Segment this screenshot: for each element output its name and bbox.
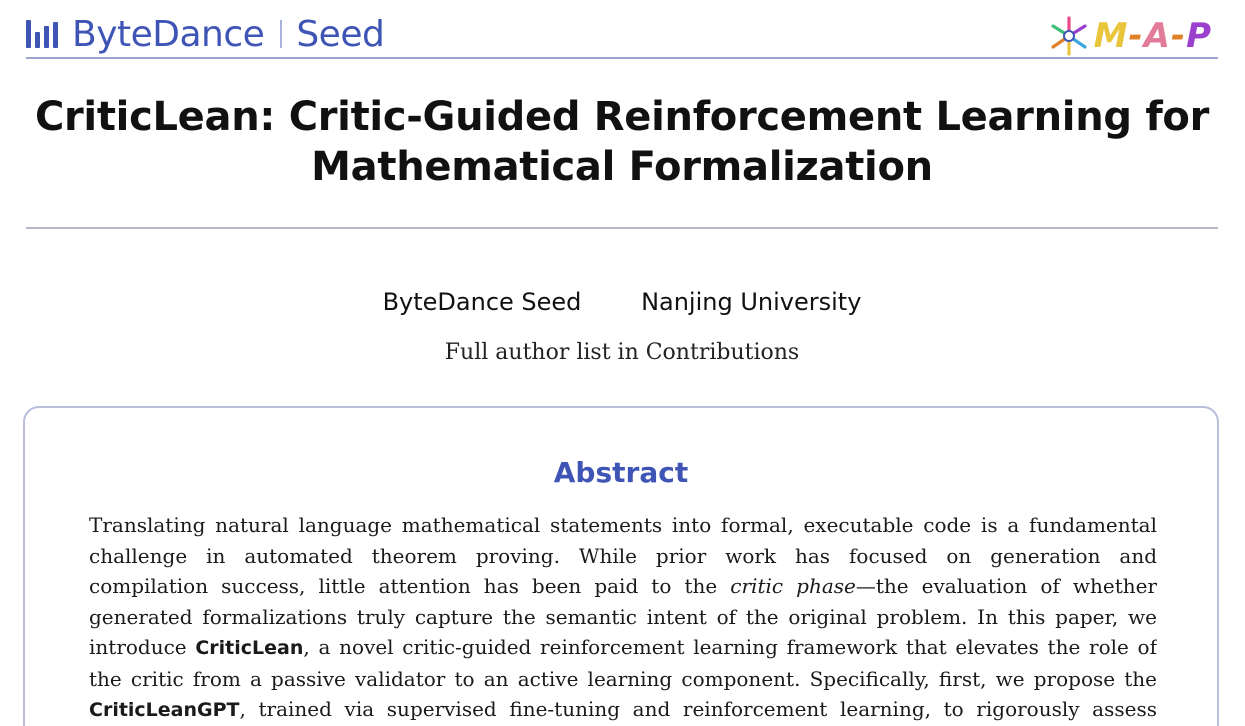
affiliation-nanjing: Nanjing University <box>641 288 862 316</box>
criticlean-term: CriticLean <box>195 637 304 659</box>
criticleangpt-term: CriticLeanGPT <box>89 699 240 721</box>
title-line-1: CriticLean: Critic-Guided Reinforcement Learning for <box>34 94 1210 140</box>
affiliation-bytedance: ByteDance Seed <box>382 288 582 316</box>
map-wordmark: M-A-P <box>1093 16 1212 56</box>
abstract-line: introduce CriticLean, a novel critic-guided reinforcement learning framework that elevates the role of <box>89 635 1157 659</box>
abstract-line: CriticLeanGPT, trained via supervised fine-tuning and reinforcement learning, to rigorously assess <box>89 697 1157 721</box>
abstract-line: challenge in automated theorem proving. While prior work has focused on generation and <box>89 543 1157 568</box>
brand-name: ByteDance <box>72 13 265 55</box>
abstract-heading: Abstract <box>553 456 689 489</box>
bytedance-seed-logo <box>26 10 384 58</box>
paper-title <box>26 92 1218 192</box>
map-star-icon <box>1046 14 1092 58</box>
header-rule <box>26 57 1218 59</box>
page-header <box>26 10 1218 58</box>
map-logo <box>1046 14 1212 58</box>
title-rule <box>26 227 1218 229</box>
bytedance-bars-icon <box>26 20 58 48</box>
abstract-box <box>23 406 1219 726</box>
brand-separator <box>280 20 282 48</box>
abstract-line: Translating natural language mathematical statements into formal, executable code is a fundamental <box>89 513 1157 537</box>
critic-phase-emphasis: critic phase <box>730 574 856 598</box>
abstract-line: compilation success, little attention has been paid to the critic phase—the evaluation of whether <box>89 574 1157 598</box>
affiliations <box>26 288 1218 316</box>
abstract-text <box>89 510 1157 726</box>
author-note: Full author list in Contributions <box>444 340 800 365</box>
abstract-line: the critic from a passive validator to an active learning component. Specifically, first, we propose the <box>89 666 1157 691</box>
abstract-line: generated formalizations truly capture the semantic intent of the original problem. In this paper, we <box>89 604 1157 629</box>
brand-sub: Seed <box>296 13 385 55</box>
title-line-2: Mathematical Formalization <box>311 144 933 190</box>
